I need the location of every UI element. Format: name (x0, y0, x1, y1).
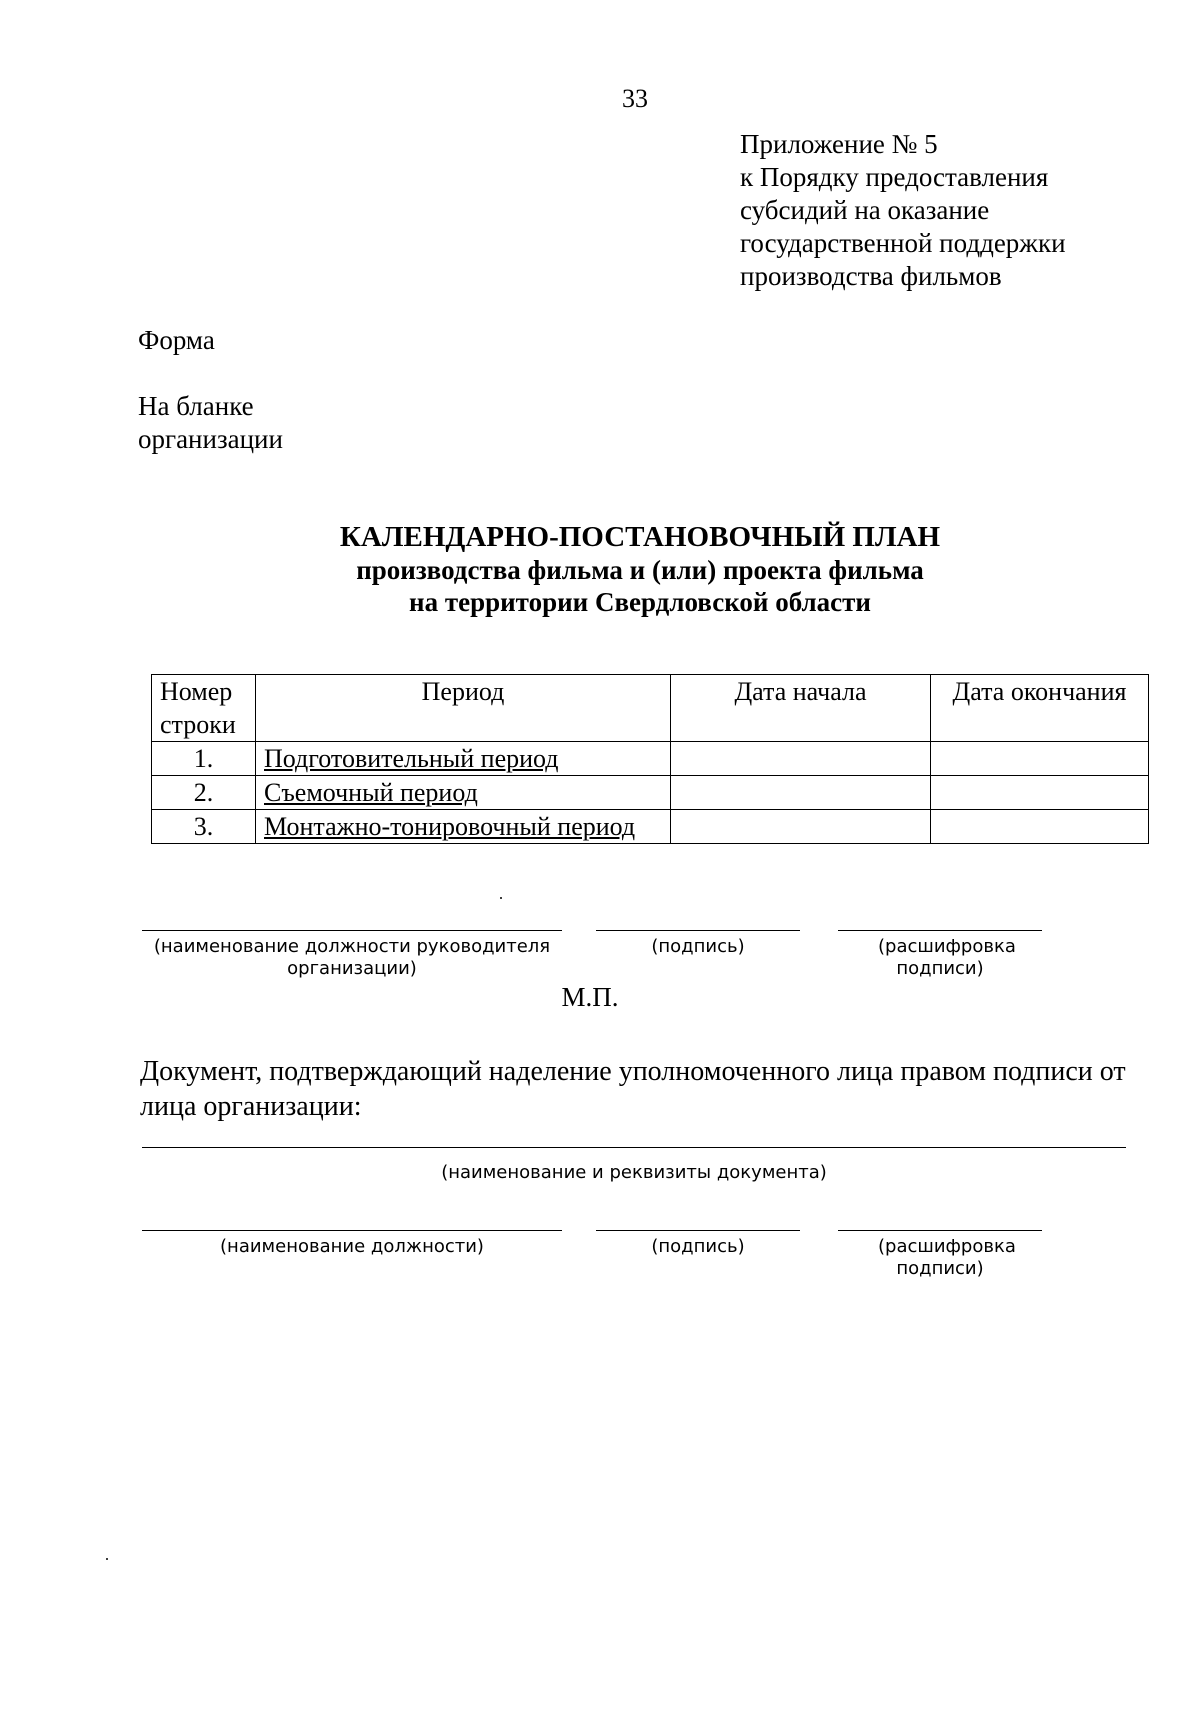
signature-line (838, 930, 1042, 931)
signature-field[interactable] (596, 1230, 800, 1258)
decoding-caption: (расшифровка подписи) (878, 936, 1016, 979)
position-signature-field[interactable] (142, 1230, 562, 1258)
authority-document-text: Документ, подтверждающий наделение уполномоченного лица правом подписи от лица организации: (140, 1056, 1126, 1122)
signature-line (596, 930, 800, 931)
signature-line (596, 1230, 800, 1231)
authority-document-caption: (наименование и реквизиты документа) (441, 1162, 827, 1183)
table-row (152, 776, 1149, 810)
appendix-line: к Порядку предоставления (740, 162, 1049, 192)
title-subtitle: производства фильма и (или) проекта фильма (356, 555, 924, 585)
row-period: Подготовительный период (256, 742, 671, 776)
appendix-line: субсидий на оказание (740, 195, 990, 225)
header-period: Период (256, 675, 671, 742)
header-number: Номер строки (152, 675, 256, 742)
position-signature-field[interactable] (142, 930, 562, 980)
signature-caption: (подпись) (651, 1236, 745, 1257)
page-number: 33 (622, 84, 648, 113)
appendix-line: Приложение № 5 (740, 129, 938, 159)
row-end-date[interactable] (931, 776, 1149, 810)
document-title (140, 520, 1140, 618)
blank-note-line: организации (138, 424, 283, 454)
decoding-caption: (расшифровка подписи) (878, 1236, 1016, 1279)
signature-field[interactable] (596, 930, 800, 958)
row-period: Съемочный период (256, 776, 671, 810)
row-start-date[interactable] (671, 776, 931, 810)
scan-speck (106, 1558, 108, 1560)
table-row (152, 810, 1149, 844)
title-subtitle: на территории Свердловской области (409, 587, 871, 617)
signature-line (142, 1230, 562, 1231)
plan-table (151, 674, 1149, 844)
row-start-date[interactable] (671, 742, 931, 776)
row-end-date[interactable] (931, 742, 1149, 776)
signature-line (142, 1147, 1126, 1148)
table-header-row (152, 675, 1149, 742)
row-end-date[interactable] (931, 810, 1149, 844)
stamp-placeholder: М.П. (561, 982, 619, 1012)
appendix-line: государственной поддержки (740, 228, 1066, 258)
title-main: КАЛЕНДАРНО-ПОСТАНОВОЧНЫЙ ПЛАН (339, 521, 941, 553)
header-start-date: Дата начала (671, 675, 931, 742)
signature-line (838, 1230, 1042, 1231)
row-number: 3. (152, 810, 256, 844)
header-end-date: Дата окончания (931, 675, 1149, 742)
blank-note-line: На бланке (138, 391, 254, 421)
table-row (152, 742, 1149, 776)
position-caption: (наименование должности руководителя организации) (153, 936, 551, 979)
blank-note (138, 390, 283, 456)
signature-line (142, 930, 562, 931)
appendix-line: производства фильмов (740, 261, 1002, 291)
signature-decoding-field[interactable] (838, 930, 1042, 980)
row-start-date[interactable] (671, 810, 931, 844)
scan-speck (500, 897, 502, 899)
appendix-header (740, 128, 1066, 293)
signature-caption: (подпись) (651, 936, 745, 957)
form-label: Форма (138, 325, 215, 355)
authority-document-field[interactable] (142, 1147, 1126, 1184)
row-period: Монтажно-тонировочный период (256, 810, 671, 844)
row-number: 1. (152, 742, 256, 776)
row-number: 2. (152, 776, 256, 810)
position-caption: (наименование должности) (220, 1236, 484, 1257)
signature-decoding-field[interactable] (838, 1230, 1042, 1280)
